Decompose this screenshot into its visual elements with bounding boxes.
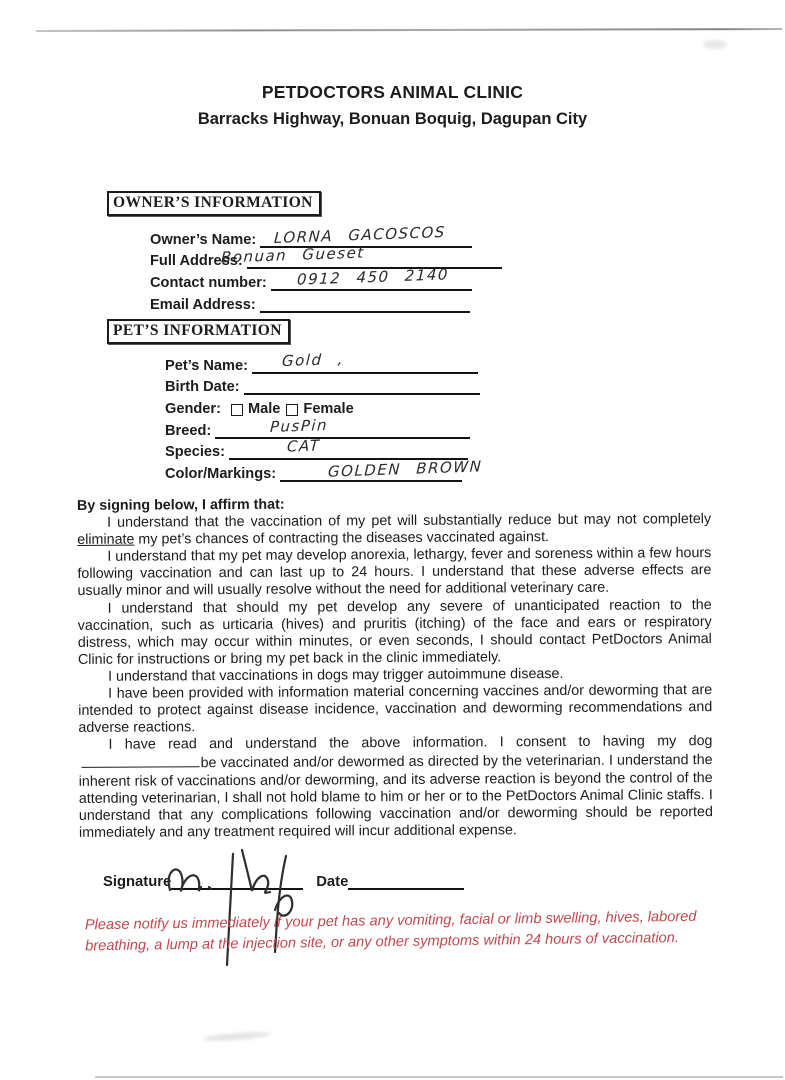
- pet-color-label: Color/Markings:: [165, 466, 277, 483]
- affirmation-paragraph-2: I understand that my pet may develop anorexia, lethargy, fever and soreness within a few hours following vaccination and can last up to 24 hours. I understand that these adverse effects are usually minor and will usually resolve without the need for additional veterinary care.: [77, 545, 712, 600]
- pet-breed-handwriting: PusPin: [269, 415, 329, 436]
- paragraph-6-text-after: be vaccinated and/or dewormed as directed by the veterinarian. I understand the inherent risk of vaccinations and/or deworming, and its adverse reaction is beyond the control of the attending veterinarian, I shall not hold blame to him or her or to the PetDoctors Animal Clinic staffs. I understand that any complications following vaccination and/or deworming should be reported immediately and any treatment required will incur additional expense.: [78, 752, 713, 841]
- owner-section-heading: OWNER’S INFORMATION: [107, 191, 321, 216]
- pet-color-handwriting: GOLDEN BROWN: [327, 457, 483, 481]
- post-vaccination-notice: Please notify us immediately if your pet has any vomiting, facial or limb swelling, hives, labored breathing, a lump at the injection site, or any other symptoms within 24 hours of vaccination.: [84, 908, 697, 954]
- pet-birthdate-row: [165, 374, 480, 396]
- owner-email-row: [150, 291, 470, 313]
- paragraph-1-text-after: my pet’s chances of contracting the diseases vaccinated against.: [134, 529, 550, 548]
- pet-species-handwriting: CAT: [286, 436, 321, 457]
- pet-fields: [165, 349, 483, 483]
- signature-row: [103, 870, 464, 890]
- affirmation-paragraph-5: I have been provided with information material concerning vaccines and/or deworming that are intended to protect against disease incidence, vaccination and deworming recommendations and adverse reactions.: [78, 682, 713, 737]
- pet-breed-line: [215, 415, 470, 439]
- pet-birthdate-label: Birth Date:: [165, 379, 240, 396]
- male-checkbox: [231, 404, 243, 416]
- affirmation-paragraph-6: [78, 733, 713, 841]
- scan-smudge-bottom: [203, 1031, 271, 1043]
- owner-contact-label: Contact number:: [150, 275, 267, 292]
- underlined-word: eliminate: [77, 531, 135, 549]
- pet-section-heading: PET’S INFORMATION: [107, 319, 290, 344]
- date-label: Date: [316, 874, 349, 890]
- owner-contact-row: [150, 265, 472, 292]
- pet-name-line: [252, 349, 478, 374]
- pet-color-row: [165, 457, 483, 483]
- paragraph-1-text: I understand that the vaccination of my pet will substantially reduce but may not completely: [107, 511, 712, 531]
- owner-address-handwriting: Bonuan Gueset: [220, 243, 365, 267]
- dog-name-blank-line: [82, 754, 200, 769]
- pet-birthdate-line: [244, 374, 480, 395]
- female-option-label: Female: [303, 401, 354, 418]
- owner-contact-handwriting: 0912 450 2140: [296, 265, 450, 289]
- scan-edge-line-top: [36, 28, 782, 32]
- pet-species-row: [165, 436, 468, 461]
- scan-smudge-top-right: [703, 40, 727, 49]
- owner-address-line: [220, 243, 502, 269]
- owner-contact-line: [271, 265, 472, 291]
- female-checkbox: [286, 404, 298, 416]
- pet-name-row: [165, 349, 478, 374]
- pet-name-label: Pet’s Name:: [165, 357, 249, 374]
- owner-email-line: [260, 292, 470, 313]
- affirmation-paragraph-4: I understand that vaccinations in dogs may trigger autoimmune disease.: [107, 665, 564, 685]
- scan-edge-line-bottom: [95, 1076, 783, 1078]
- affirmation-block: [77, 494, 713, 842]
- paragraph-6-text: I have read and understand the above information. I consent to having my dog: [108, 733, 713, 754]
- pet-color-line: [280, 457, 483, 482]
- owner-email-label: Email Address:: [150, 296, 256, 313]
- pet-gender-row: [165, 395, 480, 417]
- owner-name-handwriting: LORNA GACOSCOS: [273, 222, 447, 247]
- signature-line: [171, 870, 303, 890]
- date-line: [348, 870, 464, 890]
- affirmation-paragraph-3: I understand that should my pet develop any severe of unanticipated reaction to the vaccination, such as urticaria (hives) and pruritis (itching) of the face and ears or respiratory distress, which may occur within minutes, or even seconds, I should contact PetDoctors Animal Clinic for instructions or bring my pet back in the clinic immediately.: [77, 596, 712, 668]
- affirmation-paragraph-1: [77, 511, 711, 549]
- pet-gender-label: Gender:: [165, 401, 221, 418]
- affirmation-heading: By signing below, I affirm that:: [76, 496, 285, 514]
- owner-name-label: Owner’s Name:: [150, 231, 257, 248]
- owner-address-label: Full Address:: [150, 253, 243, 270]
- clinic-name: PETDOCTORS ANIMAL CLINIC: [261, 82, 524, 102]
- male-option-label: Male: [247, 401, 281, 418]
- signature-label: Signature: [103, 874, 172, 890]
- pet-breed-label: Breed:: [165, 422, 212, 439]
- owner-name-line: [260, 222, 472, 248]
- clinic-address: Barracks Highway, Bonuan Boquig, Dagupan City: [197, 110, 588, 128]
- pet-species-line: [229, 436, 468, 460]
- owner-fields: [150, 222, 502, 313]
- pet-name-handwriting: Gold ,: [281, 349, 345, 370]
- pet-species-label: Species:: [165, 444, 226, 461]
- form-header: [0, 82, 785, 129]
